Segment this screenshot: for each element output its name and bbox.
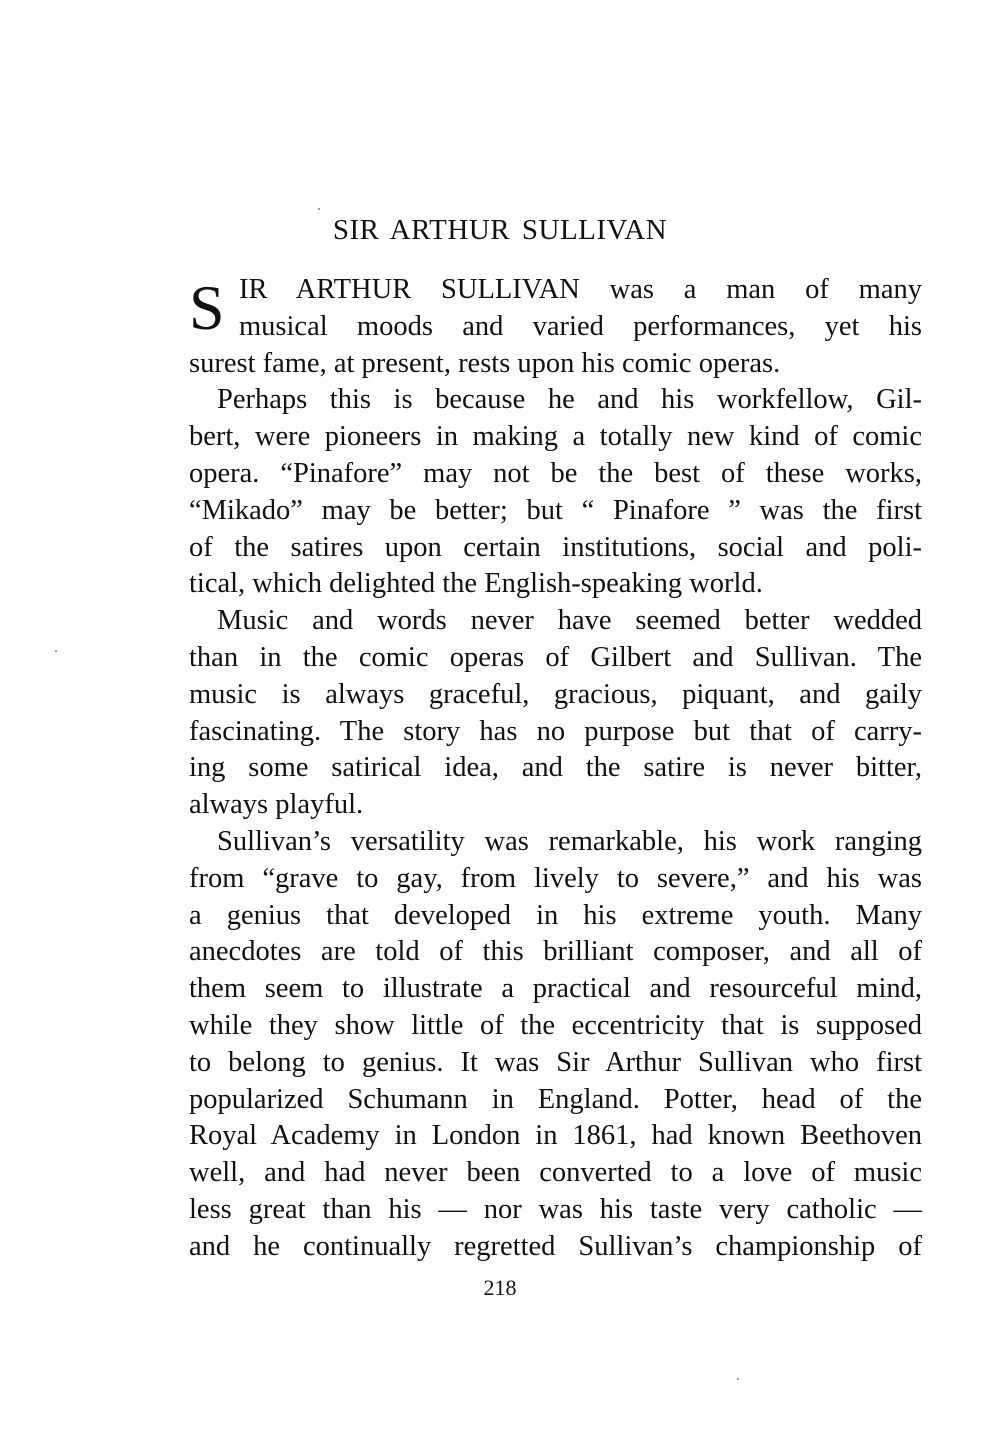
text-line: a genius that developed in his extreme youth. Many bbox=[189, 899, 922, 931]
page-number: 218 bbox=[483, 1275, 517, 1300]
chapter-title: SIR ARTHUR SULLIVAN bbox=[332, 214, 668, 246]
paragraph-2 bbox=[189, 382, 922, 603]
text-line: well, and had never been converted to a love of music bbox=[189, 1157, 922, 1189]
paragraph-1 bbox=[189, 272, 922, 382]
text-line: and he continually regretted Sullivan’s championship of bbox=[189, 1230, 922, 1262]
text-line: Perhaps this is because he and his workfellow, Gil- bbox=[217, 384, 922, 416]
text-line: “Mikado” may be better; but “ Pinafore ” was the first bbox=[189, 494, 922, 526]
paragraph-3 bbox=[189, 603, 922, 824]
text-line: of the satires upon certain institutions, social and poli- bbox=[189, 531, 922, 563]
scan-speck bbox=[318, 208, 320, 210]
text-line: tical, which delighted the English-speaking world. bbox=[189, 568, 763, 600]
text-line: Music and words never have seemed better wedded bbox=[217, 605, 922, 637]
text-line: Royal Academy in London in 1861, had known Beethoven bbox=[189, 1120, 922, 1152]
scan-speck bbox=[55, 650, 57, 652]
text-line: Sullivan’s versatility was remarkable, his work ranging bbox=[217, 825, 922, 857]
text-line: to belong to genius. It was Sir Arthur Sullivan who first bbox=[189, 1046, 922, 1078]
drop-cap: S bbox=[189, 272, 225, 343]
text-line: anecdotes are told of this brilliant composer, and all of bbox=[189, 936, 922, 968]
text-line: always playful. bbox=[189, 789, 364, 821]
text-line: opera. “Pinafore” may not be the best of these works, bbox=[189, 457, 922, 489]
body-text bbox=[189, 272, 922, 1266]
text-line: from “grave to gay, from lively to severe,” and his was bbox=[189, 862, 922, 894]
text-line: surest fame, at present, rests upon his comic operas. bbox=[189, 347, 781, 379]
paragraph-4 bbox=[189, 824, 922, 1266]
scan-speck bbox=[737, 1378, 739, 1380]
text-line: while they show little of the eccentricity that is supposed bbox=[189, 1009, 922, 1041]
text-line: music is always graceful, gracious, piquant, and gaily bbox=[189, 678, 922, 710]
text-line: fascinating. The story has no purpose but that of carry- bbox=[189, 715, 922, 747]
text-line: musical moods and varied performances, yet his bbox=[239, 310, 922, 342]
text-line: less great than his — nor was his taste very catholic — bbox=[189, 1193, 922, 1225]
text-line: popularized Schumann in England. Potter, head of the bbox=[189, 1083, 922, 1115]
text-line: IR ARTHUR SULLIVAN was a man of many bbox=[239, 274, 922, 305]
text-line: them seem to illustrate a practical and resourceful mind, bbox=[189, 973, 922, 1005]
text-line: bert, were pioneers in making a totally new kind of comic bbox=[189, 421, 922, 453]
text-line: ing some satirical idea, and the satire is never bitter, bbox=[189, 752, 922, 784]
text-line: than in the comic operas of Gilbert and Sullivan. The bbox=[189, 641, 922, 673]
